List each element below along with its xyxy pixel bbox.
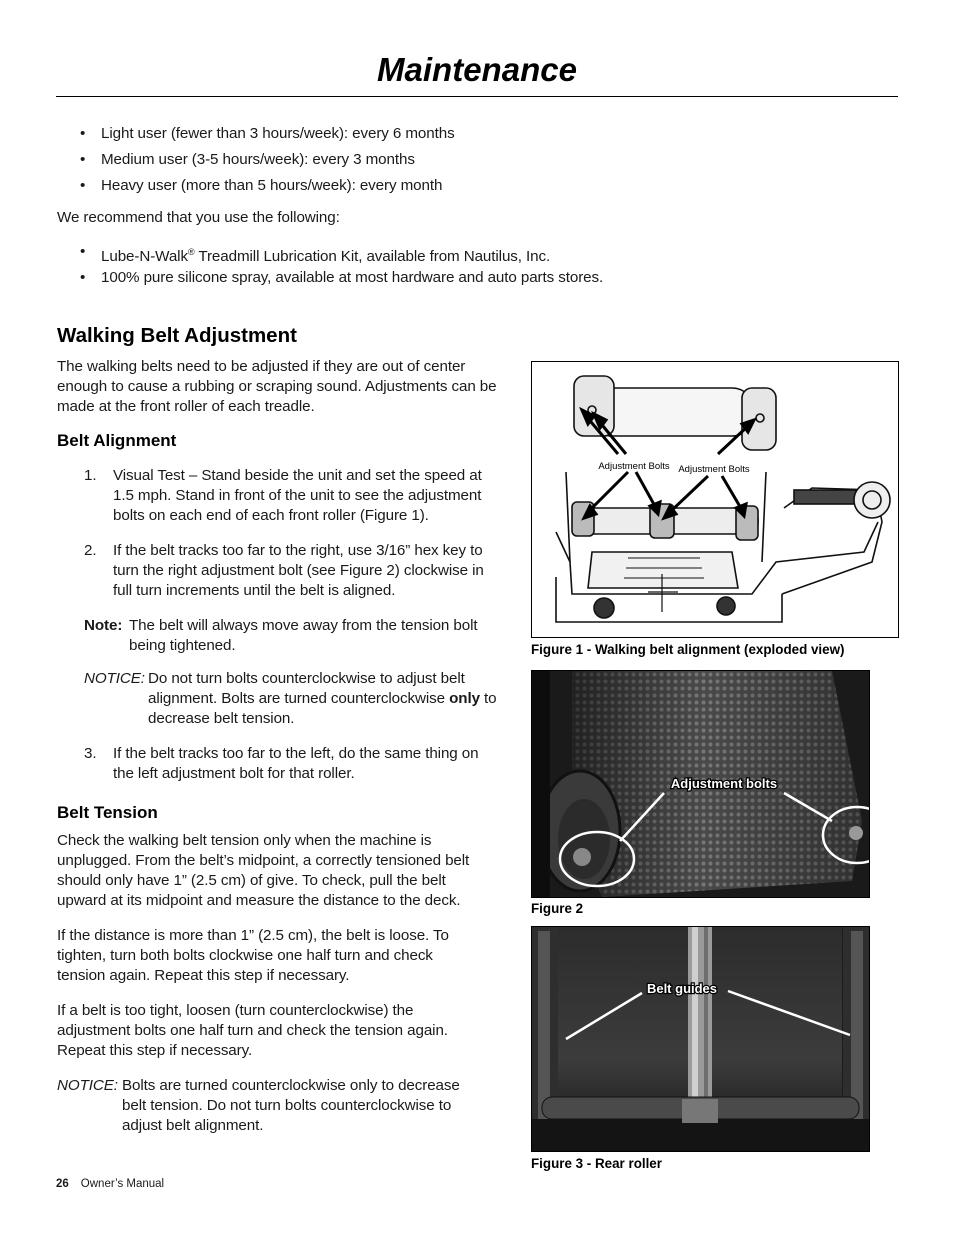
footer (56, 1176, 164, 1192)
bullet-icon: • (80, 151, 86, 168)
fig3-label: Belt guides (646, 981, 718, 996)
alignment-title: Belt Alignment (57, 431, 177, 450)
figure-1-caption: Figure 1 - Walking belt alignment (exploded view) (531, 642, 845, 657)
figure-3 (531, 926, 870, 1152)
bullet-icon: • (80, 269, 86, 286)
tension-paragraph: If a belt is too tight, loosen (turn counterclockwise) the adjustment bolts one half turn and check the tension again. Repeat this step if necessary. (57, 1002, 448, 1059)
figure-1 (531, 361, 899, 638)
belt-roller-photo (532, 671, 869, 897)
tension-title: Belt Tension (57, 803, 158, 822)
fig1-label-right: Adjustment Bolts (678, 464, 750, 475)
bullet-icon: • (80, 125, 86, 142)
title-rule (56, 96, 898, 97)
bullet-icon: • (80, 243, 86, 260)
rear-roller-photo (532, 927, 869, 1151)
figure-2-caption: Figure 2 (531, 901, 584, 916)
bullet-icon: • (80, 177, 86, 194)
section-intro: The walking belts need to be adjusted if they are out of center enough to cause a rubbing or scraping sound. Adjustments can be made at the front roller of each treadle. (57, 358, 497, 415)
treadmill-exploded-illustration (532, 362, 898, 637)
section-title: Walking Belt Adjustment (57, 324, 297, 347)
page-number: 26 (56, 1178, 69, 1190)
footer-doc-title: Owner’s Manual (80, 1178, 165, 1190)
fig2-label: Adjustment bolts (670, 776, 778, 791)
tension-paragraph: Check the walking belt tension only when the machine is unplugged. From the belt’s midpoint, a correctly tensioned belt should only have 1” (2.5 cm) of give. To check, pull the belt upward at its midpoint and measure the distance to the deck. (57, 832, 470, 909)
fig1-label-left: Adjustment Bolts (598, 461, 670, 472)
figure-2 (531, 670, 870, 898)
figure-3-caption: Figure 3 - Rear roller (531, 1156, 662, 1171)
tension-paragraph: If the distance is more than 1” (2.5 cm), the belt is loose. To tighten, turn both bolts clockwise one half turn and check tension again. Repeat this step if necessary. (57, 927, 449, 984)
recommend-intro: We recommend that you use the following: (57, 209, 340, 226)
page-title: Maintenance (377, 51, 577, 88)
